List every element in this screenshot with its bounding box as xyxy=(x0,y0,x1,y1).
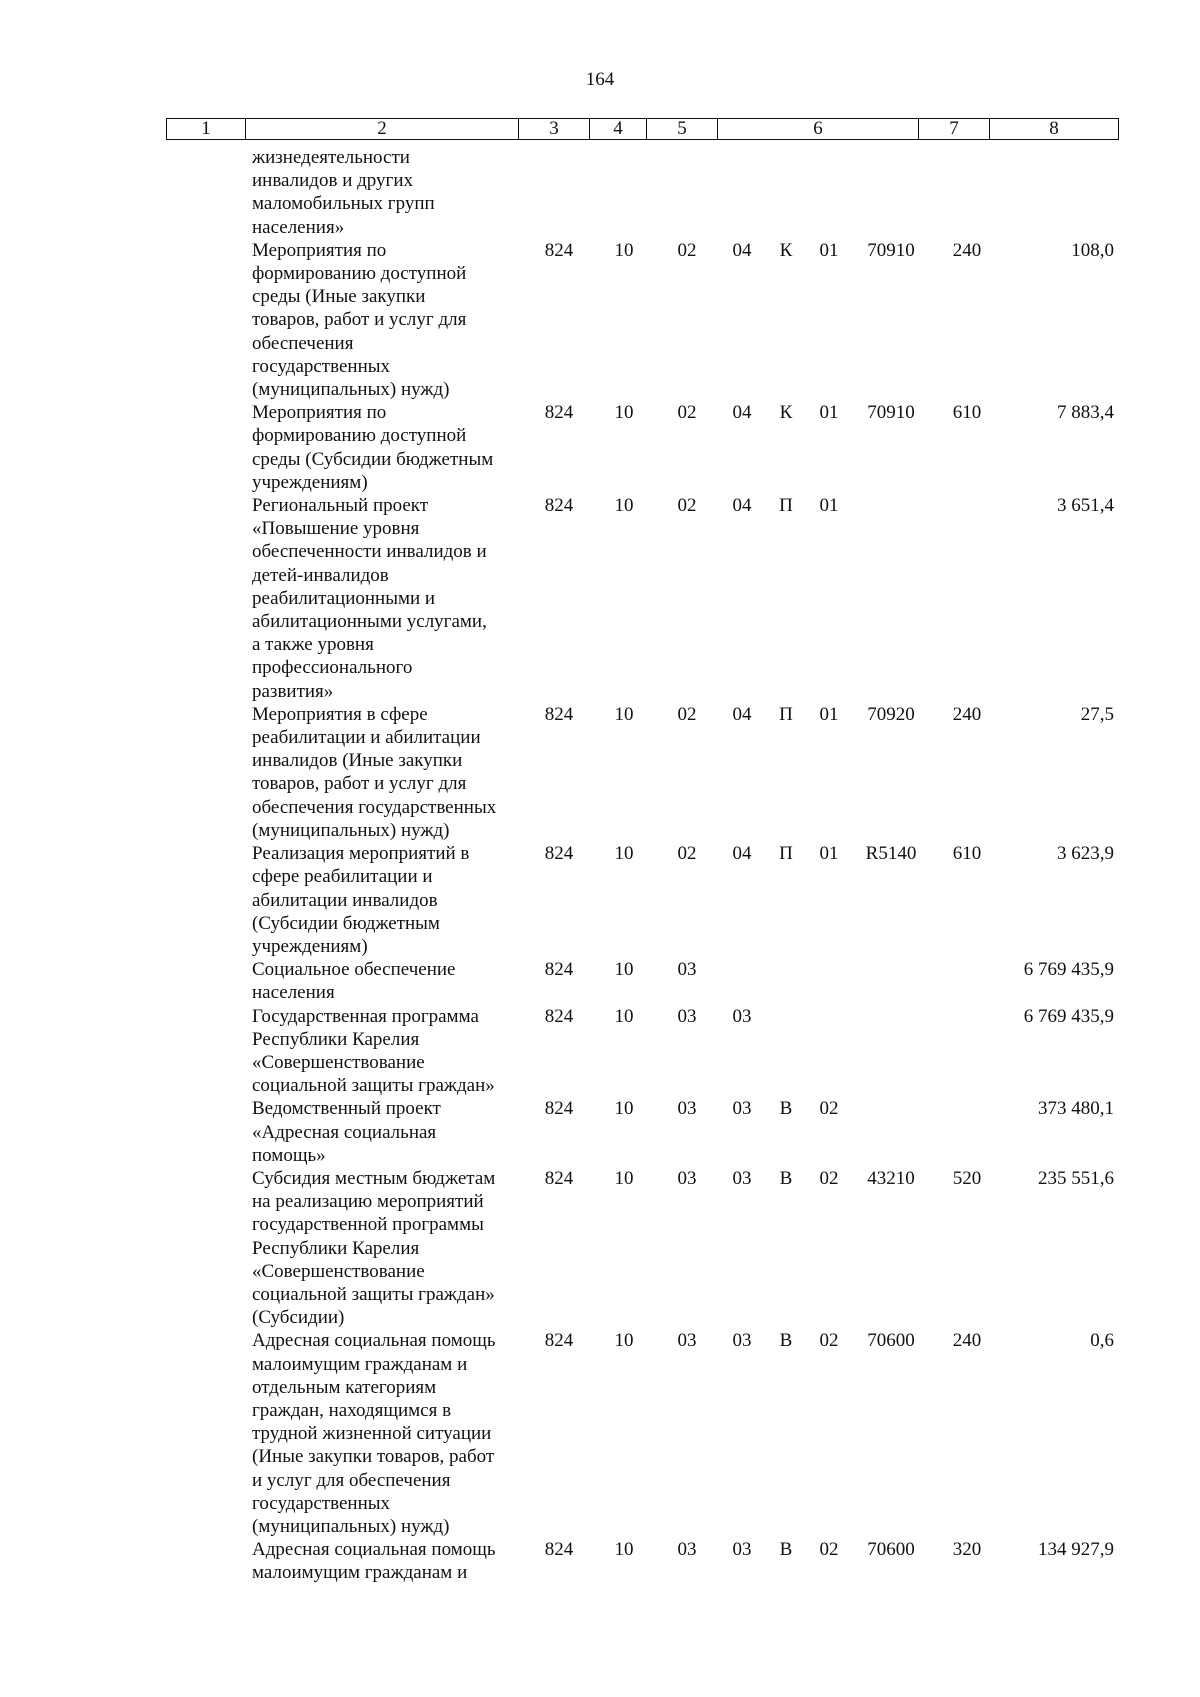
column-header-6: 6 xyxy=(718,119,919,140)
row-code-6a: 03 xyxy=(732,1539,752,1561)
table-row xyxy=(166,1005,1120,1098)
row-code-6b: В xyxy=(779,1330,793,1352)
row-name-line: инвалидов (Иные закупки xyxy=(252,750,463,772)
row-name-line: формированию доступной xyxy=(252,425,467,447)
row-name-line: реабилитационными и xyxy=(252,587,436,609)
row-code-3: 824 xyxy=(544,495,574,517)
table-row xyxy=(166,958,1120,1004)
row-code-6b: П xyxy=(779,703,793,725)
row-name-line: Субсидия местным бюджетам xyxy=(252,1167,496,1189)
row-name-line: отдельным категориям xyxy=(252,1376,437,1398)
row-amount: 3 651,4 xyxy=(1057,495,1114,517)
row-name xyxy=(248,703,524,842)
row-name xyxy=(248,239,524,401)
row-code-3: 824 xyxy=(544,239,574,261)
row-name-line: жизнедеятельности xyxy=(252,147,410,168)
row-code-7: 240 xyxy=(952,703,982,725)
row-code-6c: 02 xyxy=(819,1098,839,1120)
row-name-line: населения» xyxy=(252,216,345,238)
table-row xyxy=(166,146,1120,239)
row-code-3: 824 xyxy=(544,1330,574,1352)
table-row xyxy=(166,842,1120,958)
column-header-3: 3 xyxy=(519,119,590,140)
row-code-6a: 03 xyxy=(732,1330,752,1352)
row-amount: 3 623,9 xyxy=(1057,843,1114,865)
row-name-line: Государственная программа xyxy=(252,1005,479,1027)
row-amount: 0,6 xyxy=(1090,1330,1114,1352)
table-row xyxy=(166,1097,1120,1167)
row-code-5: 02 xyxy=(677,402,697,424)
row-code-6b: В xyxy=(779,1098,793,1120)
column-header-2: 2 xyxy=(246,119,519,140)
page-number: 164 xyxy=(585,69,615,90)
row-name-line: Адресная социальная помощь xyxy=(252,1539,496,1561)
row-name-line: учреждениям) xyxy=(252,471,368,493)
row-code-6a: 04 xyxy=(732,703,752,725)
row-name-line: Мероприятия по xyxy=(252,402,387,424)
row-name xyxy=(248,1538,524,1584)
row-code-6d: 70600 xyxy=(867,1330,915,1352)
row-code-6c: 01 xyxy=(819,402,839,424)
row-code-5: 02 xyxy=(677,239,697,261)
row-name-line: трудной жизненной ситуации xyxy=(252,1423,492,1445)
row-code-5: 03 xyxy=(677,1330,697,1352)
row-code-5: 02 xyxy=(677,495,697,517)
row-code-5: 03 xyxy=(677,1005,697,1027)
row-name xyxy=(248,1005,524,1098)
row-name-line: формированию доступной xyxy=(252,263,467,285)
row-name-line: граждан, находящимся в xyxy=(252,1399,452,1421)
row-code-3: 824 xyxy=(544,843,574,865)
row-name xyxy=(248,1329,524,1538)
table-row xyxy=(166,1329,1120,1538)
row-name-line: товаров, работ и услуг для xyxy=(252,309,467,331)
table-body xyxy=(166,146,1120,1585)
row-code-7: 610 xyxy=(952,402,982,424)
row-code-6c: 02 xyxy=(819,1330,839,1352)
row-code-6a: 04 xyxy=(732,402,752,424)
row-name xyxy=(248,842,524,958)
table-row xyxy=(166,494,1120,703)
table-row xyxy=(166,1538,1120,1584)
row-code-6d: 70910 xyxy=(867,239,915,261)
row-code-6c: 01 xyxy=(819,495,839,517)
row-code-4: 10 xyxy=(614,495,634,517)
row-name-line: «Повышение уровня xyxy=(252,518,420,540)
row-name xyxy=(248,146,524,239)
row-amount: 6 769 435,9 xyxy=(1023,1005,1114,1027)
row-name xyxy=(248,494,524,703)
row-name-line: и услуг для обеспечения xyxy=(252,1469,451,1491)
row-name-line: товаров, работ и услуг для xyxy=(252,773,467,795)
row-code-3: 824 xyxy=(544,703,574,725)
row-code-6c: 02 xyxy=(819,1539,839,1561)
row-code-4: 10 xyxy=(614,1167,634,1189)
column-header-row xyxy=(167,119,1119,140)
row-name-line: Реализация мероприятий в xyxy=(252,843,470,865)
row-amount: 27,5 xyxy=(1080,703,1114,725)
row-code-4: 10 xyxy=(614,1330,634,1352)
row-name-line: (муниципальных) нужд) xyxy=(252,819,450,841)
row-code-4: 10 xyxy=(614,703,634,725)
row-code-6d: R5140 xyxy=(865,843,917,865)
row-name-line: маломобильных групп xyxy=(252,193,435,215)
row-code-6a: 03 xyxy=(732,1167,752,1189)
row-code-6c: 01 xyxy=(819,703,839,725)
row-name-line: Ведомственный проект xyxy=(252,1098,441,1120)
row-code-3: 824 xyxy=(544,959,574,981)
column-header-1: 1 xyxy=(167,119,246,140)
row-name-line: среды (Иные закупки xyxy=(252,286,426,308)
row-code-7: 520 xyxy=(952,1167,982,1189)
row-code-4: 10 xyxy=(614,959,634,981)
column-header-7: 7 xyxy=(919,119,990,140)
row-name-line: абилитации инвалидов xyxy=(252,889,438,911)
row-name-line: государственных xyxy=(252,1492,391,1514)
row-name-line: обеспеченности инвалидов и xyxy=(252,541,487,563)
row-code-5: 02 xyxy=(677,843,697,865)
row-name xyxy=(248,401,524,494)
row-code-6b: В xyxy=(779,1539,793,1561)
row-name xyxy=(248,1167,524,1329)
row-code-6a: 04 xyxy=(732,239,752,261)
row-code-5: 03 xyxy=(677,1098,697,1120)
row-code-7: 320 xyxy=(952,1539,982,1561)
row-name-line: детей-инвалидов xyxy=(252,564,389,586)
row-name xyxy=(248,1097,524,1167)
row-name-line: Республики Карелия xyxy=(252,1237,420,1259)
row-name-line: «Совершенствование xyxy=(252,1051,425,1073)
row-code-6b: П xyxy=(779,843,793,865)
column-header-8: 8 xyxy=(990,119,1119,140)
row-name-line: (Субсидии) xyxy=(252,1307,345,1329)
row-code-3: 824 xyxy=(544,1167,574,1189)
row-code-6b: В xyxy=(779,1167,793,1189)
row-code-6a: 04 xyxy=(732,843,752,865)
row-code-3: 824 xyxy=(544,1098,574,1120)
row-name-line: абилитационными услугами, xyxy=(252,611,487,633)
row-code-6d: 70910 xyxy=(867,402,915,424)
row-code-6b: К xyxy=(779,239,793,261)
row-name-line: а также уровня xyxy=(252,634,374,656)
row-code-6a: 04 xyxy=(732,495,752,517)
row-name-line: на реализацию мероприятий xyxy=(252,1191,484,1213)
row-code-5: 02 xyxy=(677,703,697,725)
table-row xyxy=(166,703,1120,842)
row-code-5: 03 xyxy=(677,959,697,981)
row-name-line: Мероприятия в сфере xyxy=(252,703,428,725)
row-name-line: малоимущим гражданам и xyxy=(252,1562,468,1584)
row-code-6b: П xyxy=(779,495,793,517)
row-code-6c: 01 xyxy=(819,843,839,865)
row-code-4: 10 xyxy=(614,1005,634,1027)
row-name xyxy=(248,958,524,1004)
row-code-6a: 03 xyxy=(732,1098,752,1120)
column-header-table xyxy=(166,118,1119,140)
row-code-4: 10 xyxy=(614,1539,634,1561)
row-name-line: (Субсидии бюджетным xyxy=(252,912,440,934)
table-row xyxy=(166,239,1120,401)
row-name-line: Мероприятия по xyxy=(252,239,387,261)
row-name-line: профессионального xyxy=(252,657,413,679)
row-name-line: социальной защиты граждан» xyxy=(252,1075,495,1097)
row-name-line: Региональный проект xyxy=(252,495,429,517)
row-name-line: Адресная социальная помощь xyxy=(252,1330,496,1352)
row-code-4: 10 xyxy=(614,402,634,424)
row-name-line: реабилитации и абилитации xyxy=(252,727,481,749)
row-name-line: государственных xyxy=(252,355,391,377)
table-row xyxy=(166,1167,1120,1329)
row-code-7: 610 xyxy=(952,843,982,865)
row-name-line: «Адресная социальная xyxy=(252,1121,437,1143)
table-row xyxy=(166,401,1120,494)
column-header-4: 4 xyxy=(590,119,647,140)
row-code-6d: 70600 xyxy=(867,1539,915,1561)
row-code-4: 10 xyxy=(614,843,634,865)
row-amount: 7 883,4 xyxy=(1057,402,1114,424)
row-name-line: обеспечения государственных xyxy=(252,796,497,818)
row-name-line: государственной программы xyxy=(252,1214,484,1236)
row-code-4: 10 xyxy=(614,239,634,261)
row-name-line: помощь» xyxy=(252,1144,326,1166)
row-code-7: 240 xyxy=(952,239,982,261)
row-name-line: социальной защиты граждан» xyxy=(252,1283,495,1305)
row-name-line: Республики Карелия xyxy=(252,1028,420,1050)
row-name-line: (муниципальных) нужд) xyxy=(252,379,450,401)
row-name-line: «Совершенствование xyxy=(252,1260,425,1282)
row-code-6b: К xyxy=(779,402,793,424)
row-code-3: 824 xyxy=(544,402,574,424)
row-code-6a: 03 xyxy=(732,1005,752,1027)
row-code-6d: 43210 xyxy=(867,1167,915,1189)
row-amount: 6 769 435,9 xyxy=(1023,959,1114,981)
row-amount: 235 551,6 xyxy=(1038,1167,1114,1189)
row-code-5: 03 xyxy=(677,1539,697,1561)
row-name-line: (муниципальных) нужд) xyxy=(252,1515,450,1537)
row-name-line: среды (Субсидии бюджетным xyxy=(252,448,494,470)
row-code-6d: 70920 xyxy=(867,703,915,725)
row-amount: 134 927,9 xyxy=(1038,1539,1114,1561)
row-name-line: населения xyxy=(252,982,335,1004)
row-name-line: сфере реабилитации и xyxy=(252,866,433,888)
row-name-line: (Иные закупки товаров, работ xyxy=(252,1446,495,1468)
row-name-line: малоимущим гражданам и xyxy=(252,1353,468,1375)
row-code-3: 824 xyxy=(544,1539,574,1561)
row-code-3: 824 xyxy=(544,1005,574,1027)
row-amount: 373 480,1 xyxy=(1038,1098,1114,1120)
row-code-6c: 01 xyxy=(819,239,839,261)
row-name-line: обеспечения xyxy=(252,332,354,354)
row-code-5: 03 xyxy=(677,1167,697,1189)
column-header-5: 5 xyxy=(647,119,718,140)
row-code-7: 240 xyxy=(952,1330,982,1352)
row-code-6c: 02 xyxy=(819,1167,839,1189)
row-name-line: инвалидов и других xyxy=(252,170,413,192)
row-name-line: Социальное обеспечение xyxy=(252,959,456,981)
row-name-line: учреждениям) xyxy=(252,935,368,957)
row-code-4: 10 xyxy=(614,1098,634,1120)
row-amount: 108,0 xyxy=(1071,239,1114,261)
row-name-line: развития» xyxy=(252,680,334,702)
